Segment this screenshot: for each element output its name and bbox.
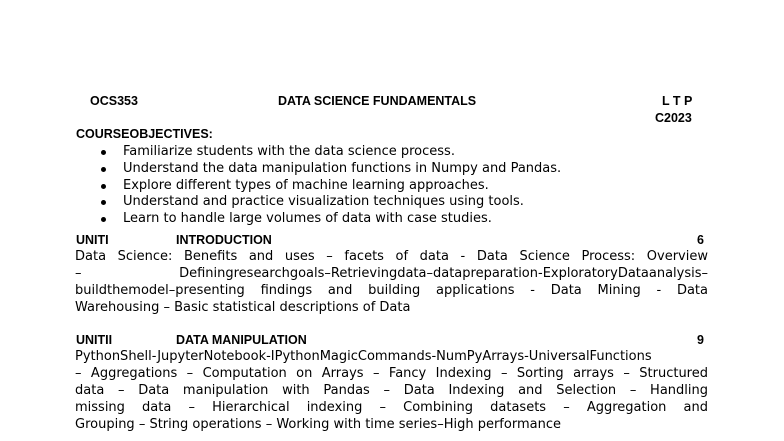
objective-text: Familiarize students with the data science process. [123, 144, 455, 159]
bullet-icon [101, 150, 106, 155]
course-code: OCS353 [90, 94, 138, 108]
objective-text: Explore different types of machine learning approaches. [123, 178, 489, 193]
bullet-icon [101, 184, 106, 189]
unit-text-line: missing data – Hierarchical indexing – Combining datasets – Aggregation and [75, 400, 708, 415]
bullet-icon [101, 167, 106, 172]
unit-hours: 9 [697, 333, 704, 347]
unit-text-line: data – Data manipulation with Pandas – Data Indexing and Selection – Handling [75, 383, 708, 398]
unit-text-line: buildthemodel–presenting findings and building applications - Data Mining - Data [75, 283, 708, 298]
unit-text-line: Grouping – String operations – Working with time series–High performance [75, 417, 561, 432]
ltp-label: L T P [662, 94, 693, 108]
objective-text: Understand and practice visualization techniques using tools. [123, 194, 524, 209]
bullet-icon [101, 200, 106, 205]
unit-text-line: – Definingresearchgoals–Retrievingdata–datapreparation-ExploratoryDataanalysis– [75, 266, 708, 281]
objectives-heading: COURSEOBJECTIVES: [76, 127, 213, 141]
unit-label: UNITI [76, 233, 109, 247]
course-title: DATA SCIENCE FUNDAMENTALS [278, 94, 477, 108]
unit-text-line: PythonShell-JupyterNotebook-IPythonMagicCommands-NumPyArrays-UniversalFunctions [75, 349, 652, 364]
objective-text: Learn to handle large volumes of data with case studies. [123, 211, 492, 226]
unit-text-line: Warehousing – Basic statistical descriptions of Data [75, 300, 411, 315]
unit-title: DATA MANIPULATION [176, 333, 307, 347]
credits-label: C2023 [655, 111, 692, 125]
bullet-icon [101, 217, 106, 222]
unit-hours: 6 [697, 233, 704, 247]
unit-title: INTRODUCTION [176, 233, 272, 247]
unit-text-line: Data Science: Benefits and uses – facets of data - Data Science Process: Overview [75, 249, 708, 264]
unit-label: UNITII [76, 333, 113, 347]
objective-text: Understand the data manipulation functions in Numpy and Pandas. [123, 161, 562, 176]
unit-text-line: – Aggregations – Computation on Arrays – Fancy Indexing – Sorting arrays – Structured [75, 366, 708, 381]
